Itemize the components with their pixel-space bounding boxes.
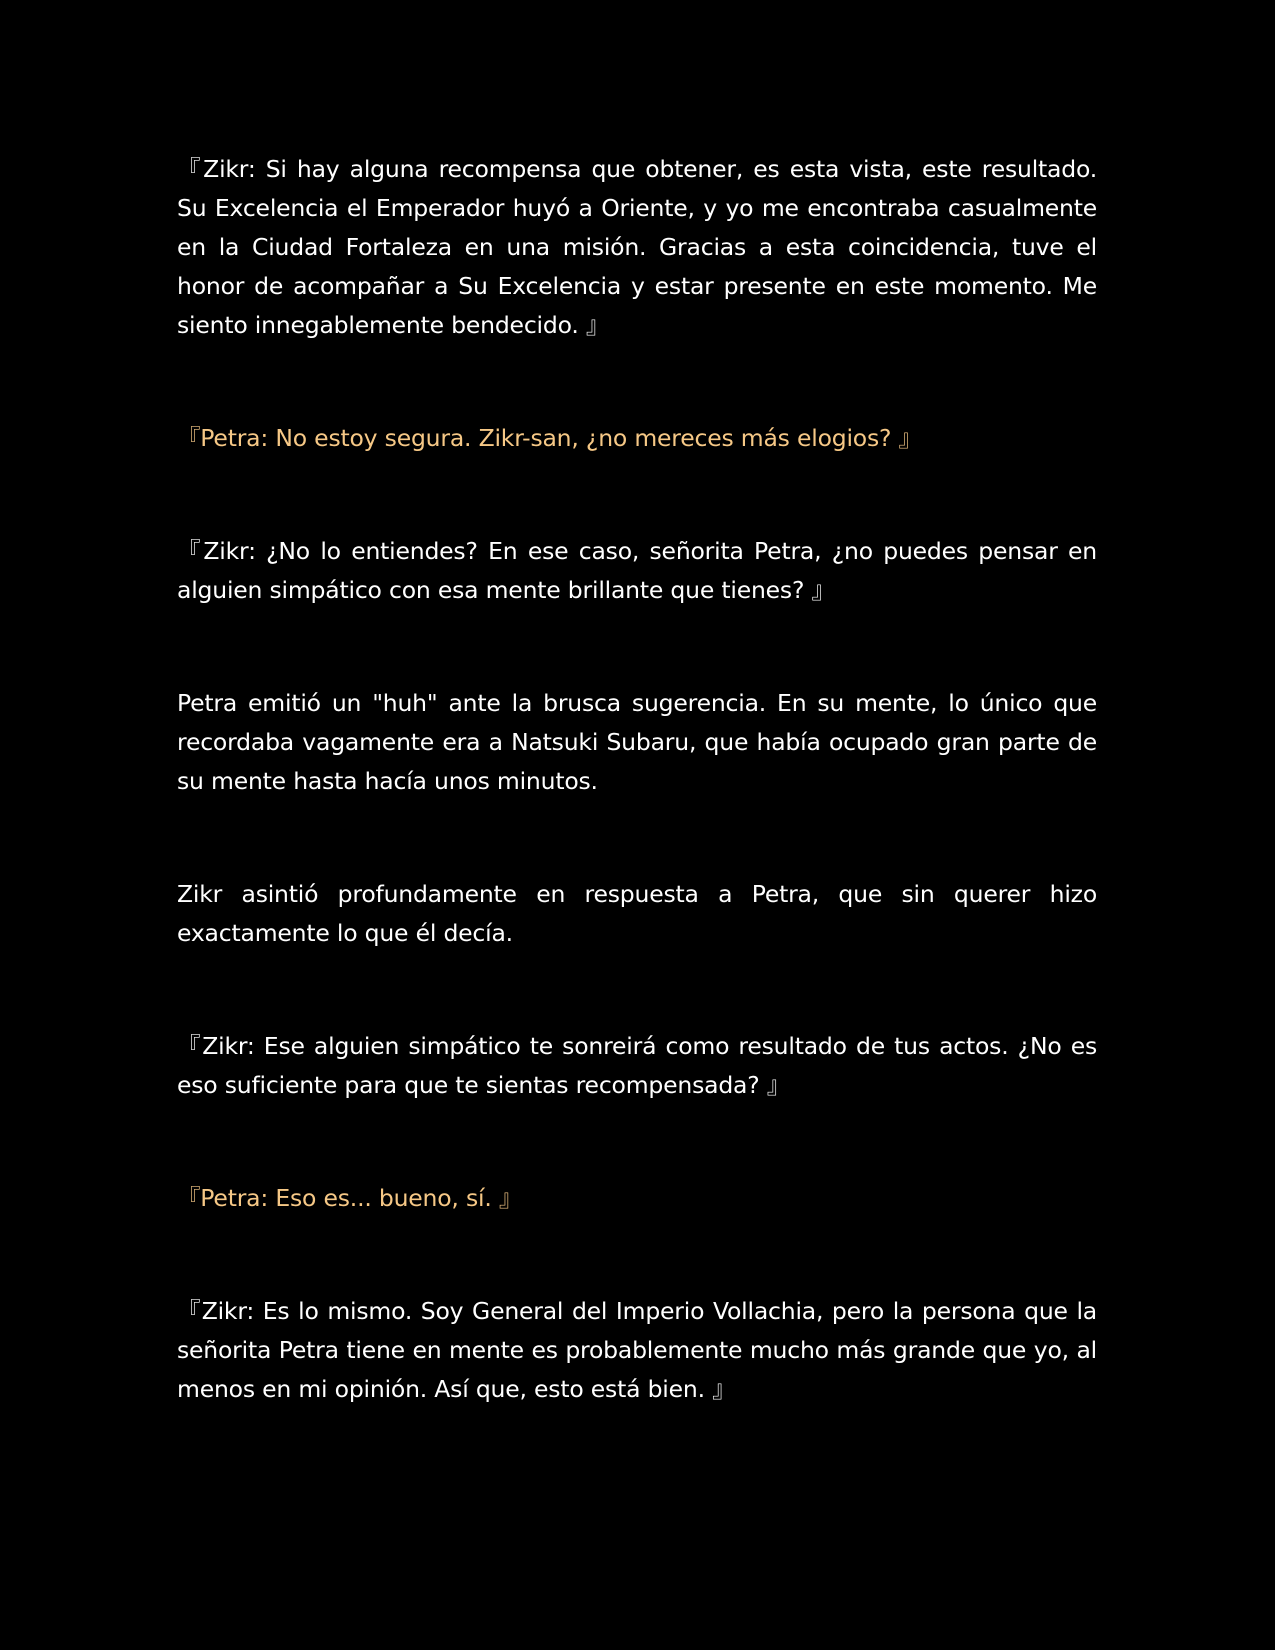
dialogue-zikr-smile: 『Zikr: Ese alguien simpático te sonreirá como resultado de tus actos. ¿No es eso suficiente para que te sientas recompensada? 』 [177, 1032, 1097, 1099]
document-page [177, 150, 1097, 1483]
dialogue-petra-yes: 『Petra: Eso es... bueno, sí. 』 [177, 1184, 523, 1212]
dialogue-zikr-someone-nice: 『Zikr: ¿No lo entiendes? En ese caso, señorita Petra, ¿no puedes pensar en alguien simpático con esa mente brillante que tienes? 』 [177, 537, 1097, 604]
dialogue-zikr-reward: 『Zikr: Si hay alguna recompensa que obtener, es esta vista, este resultado. Su Excelencia el Emperador huyó a Oriente, y yo me encontraba casualmente en la Ciudad Fortaleza en una misión. Gracias a esta coincidencia, tuve el honor de acompañar a Su Excelencia y estar presente en este momento. Me siento innegablemente bendecido. 』 [177, 155, 1097, 339]
narration-zikr-nod: Zikr asintió profundamente en respuesta a Petra, que sin querer hizo exactamente lo que él decía. [177, 880, 1097, 947]
dialogue-zikr-general: 『Zikr: Es lo mismo. Soy General del Imperio Vollachia, pero la persona que la señorita Petra tiene en mente es probablemente mucho más grande que yo, al menos en mi opinión. Así que, esto está bien. 』 [177, 1297, 1097, 1403]
dialogue-petra-praise: 『Petra: No estoy segura. Zikr-san, ¿no mereces más elogios? 』 [177, 424, 922, 452]
narration-petra-huh: Petra emitió un "huh" ante la brusca sugerencia. En su mente, lo único que recordaba vagamente era a Natsuki Subaru, que había ocupado gran parte de su mente hasta hacía unos minutos. [177, 689, 1097, 795]
